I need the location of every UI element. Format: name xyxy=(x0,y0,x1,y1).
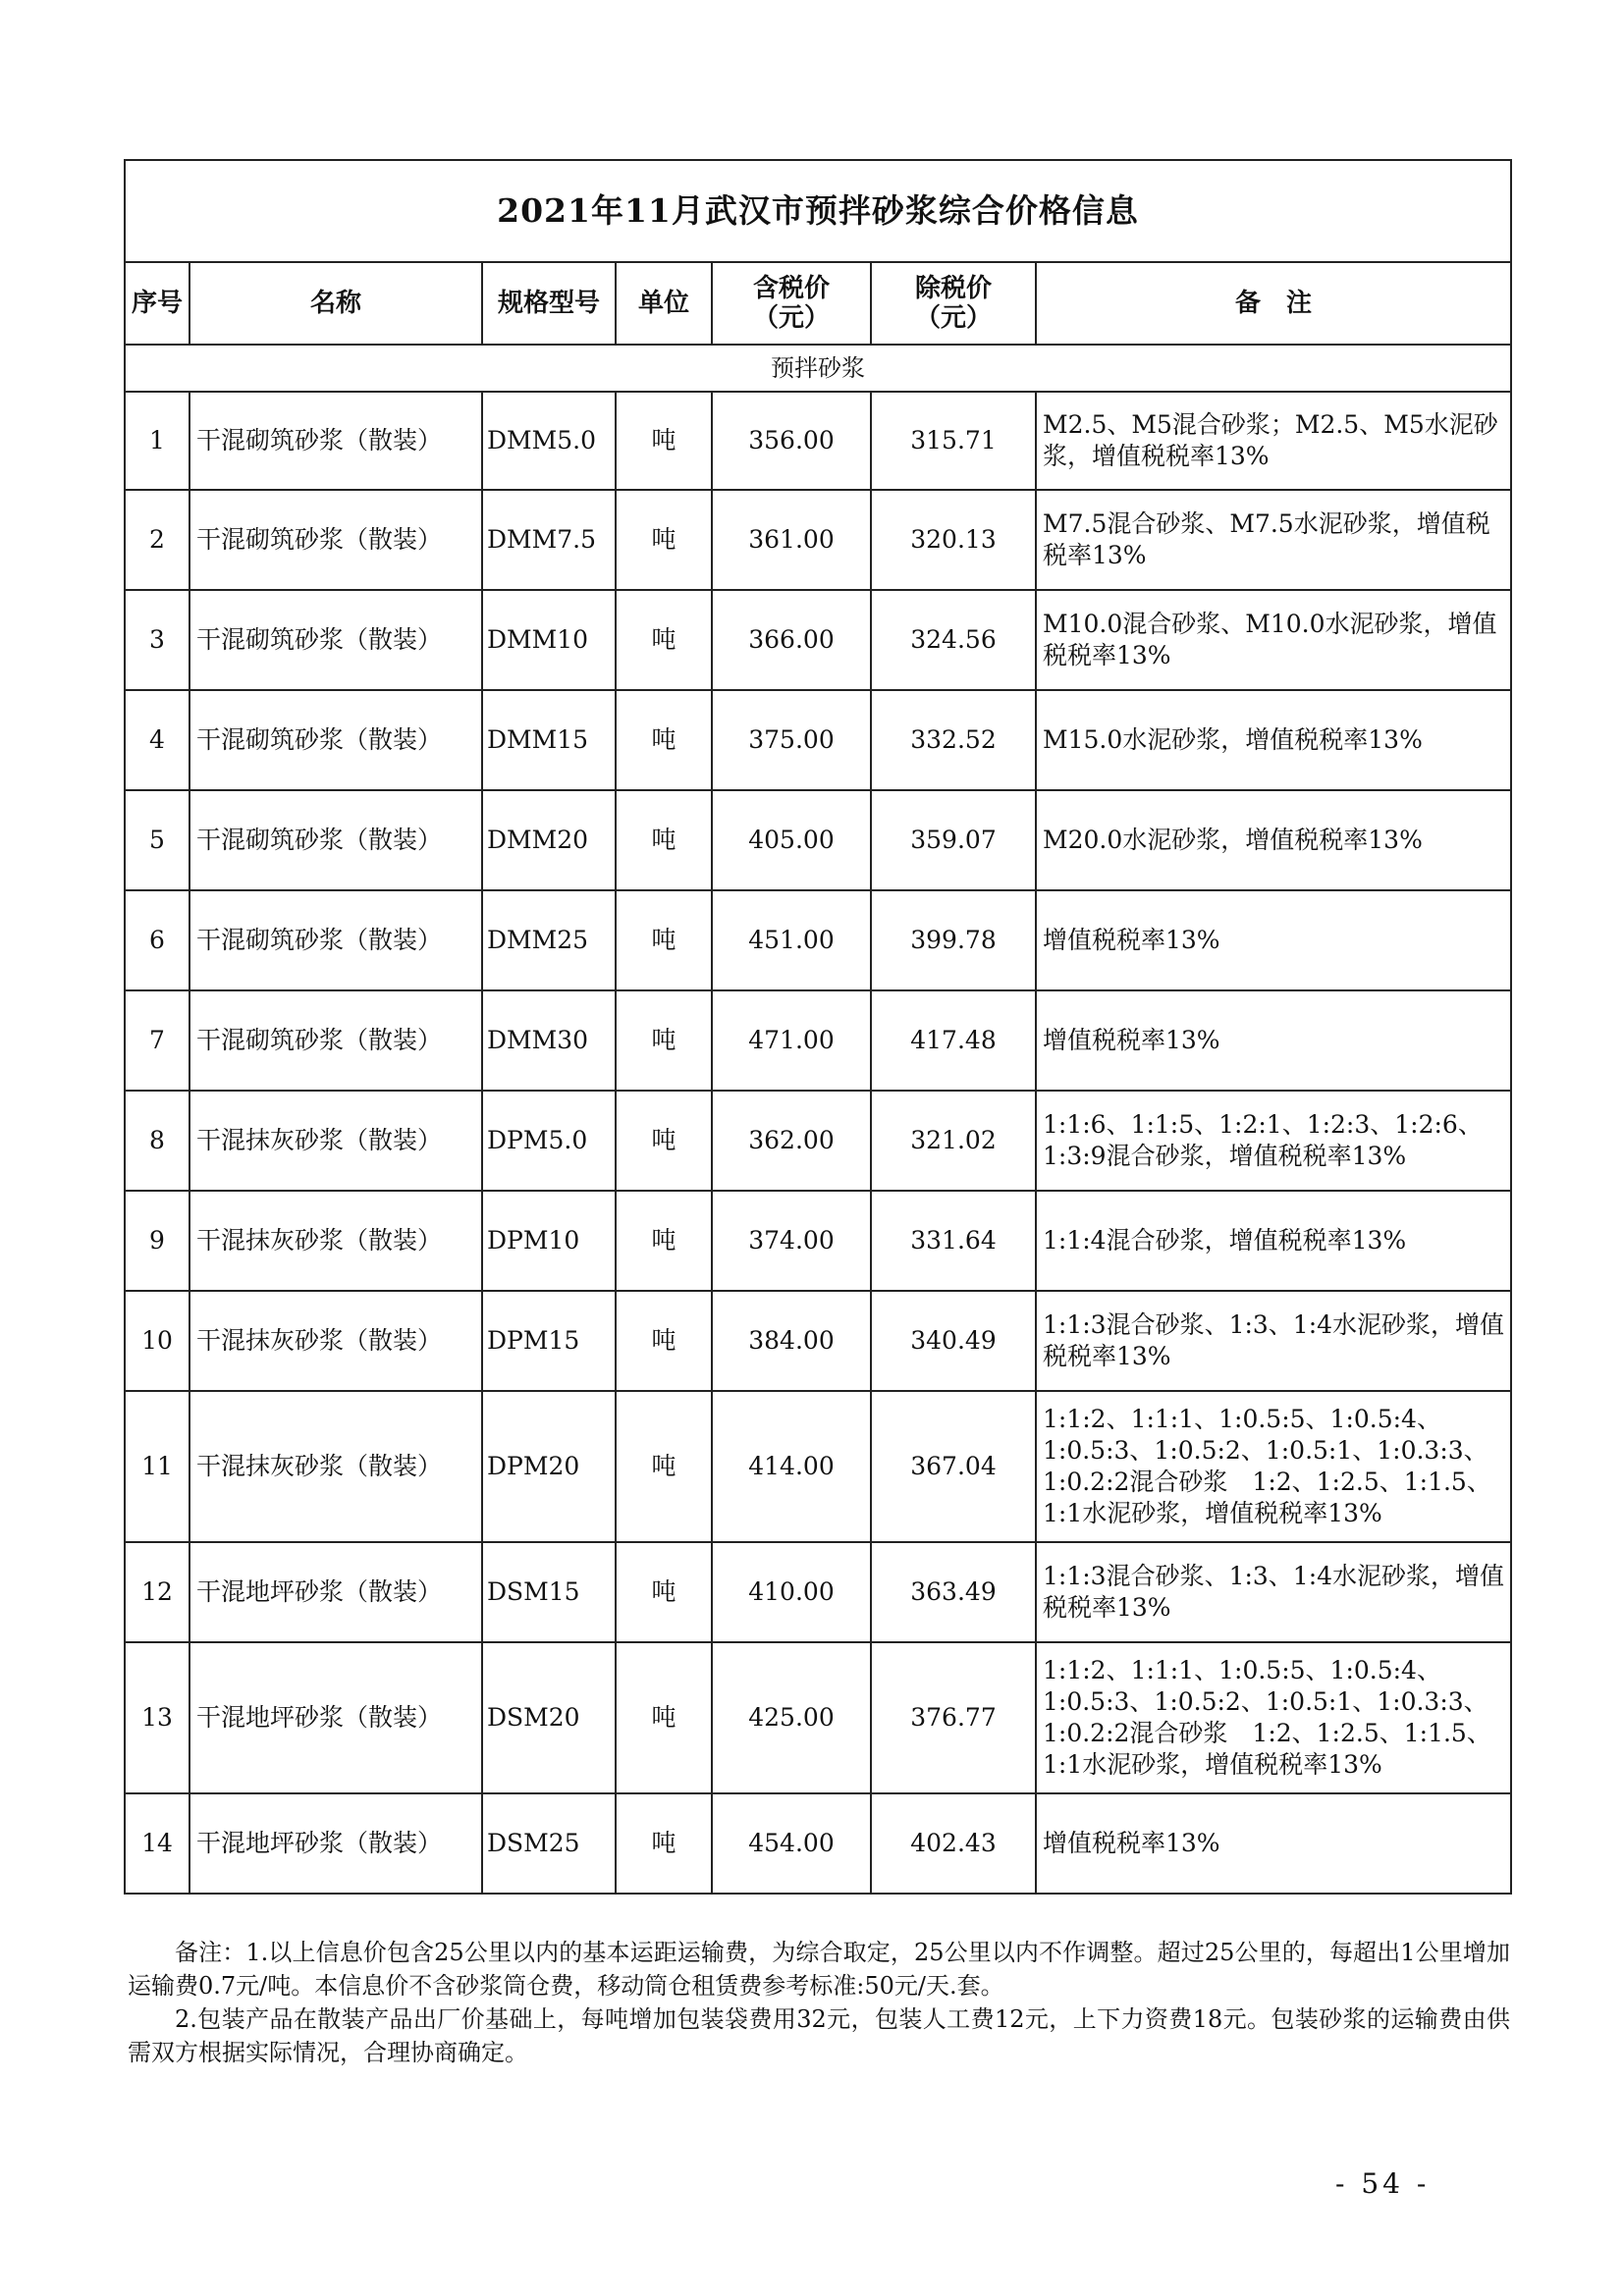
cell-spec: DMM20 xyxy=(482,790,616,890)
cell-price-tax: 384.00 xyxy=(712,1291,871,1391)
cell-price-tax: 366.00 xyxy=(712,590,871,690)
cell-remark: 增值税税率13% xyxy=(1036,890,1511,990)
cell-price-notax: 315.71 xyxy=(871,392,1036,490)
table-row xyxy=(125,1191,1511,1291)
cell-name: 干混砌筑砂浆（散装） xyxy=(189,890,482,990)
cell-name: 干混砌筑砂浆（散装） xyxy=(189,590,482,690)
table-row xyxy=(125,1291,1511,1391)
cell-remark: 1:1:3混合砂浆、1:3、1:4水泥砂浆，增值税税率13% xyxy=(1036,1542,1511,1642)
cell-name: 干混抹灰砂浆（散装） xyxy=(189,1091,482,1191)
cell-seq: 6 xyxy=(125,890,189,990)
cell-seq: 13 xyxy=(125,1642,189,1793)
header-row xyxy=(125,262,1511,345)
table-row xyxy=(125,1091,1511,1191)
cell-remark: M15.0水泥砂浆，增值税税率13% xyxy=(1036,690,1511,790)
cell-spec: DSM25 xyxy=(482,1793,616,1894)
cell-unit: 吨 xyxy=(616,890,712,990)
cell-unit: 吨 xyxy=(616,590,712,690)
cell-unit: 吨 xyxy=(616,1542,712,1642)
cell-seq: 7 xyxy=(125,990,189,1091)
section-row xyxy=(125,345,1511,392)
note-2: 2.包装产品在散装产品出厂价基础上，每吨增加包装袋费用32元，包装人工费12元，上下力资费18元。包装砂浆的运输费由供需双方根据实际情况，合理协商确定。 xyxy=(128,2005,1510,2066)
cell-seq: 12 xyxy=(125,1542,189,1642)
cell-remark: 1:1:4混合砂浆，增值税税率13% xyxy=(1036,1191,1511,1291)
cell-seq: 4 xyxy=(125,690,189,790)
cell-spec: DPM5.0 xyxy=(482,1091,616,1191)
cell-unit: 吨 xyxy=(616,790,712,890)
cell-unit: 吨 xyxy=(616,490,712,590)
cell-spec: DMM5.0 xyxy=(482,392,616,490)
cell-unit: 吨 xyxy=(616,1291,712,1391)
header-remark: 备 注 xyxy=(1036,262,1511,345)
cell-price-tax: 414.00 xyxy=(712,1391,871,1542)
cell-seq: 11 xyxy=(125,1391,189,1542)
cell-price-tax: 425.00 xyxy=(712,1642,871,1793)
cell-remark: 1:1:3混合砂浆、1:3、1:4水泥砂浆，增值税税率13% xyxy=(1036,1291,1511,1391)
cell-price-notax: 402.43 xyxy=(871,1793,1036,1894)
cell-remark: M2.5、M5混合砂浆；M2.5、M5水泥砂浆，增值税税率13% xyxy=(1036,392,1511,490)
cell-price-tax: 362.00 xyxy=(712,1091,871,1191)
header-unit: 单位 xyxy=(616,262,712,345)
cell-price-notax: 320.13 xyxy=(871,490,1036,590)
price-table xyxy=(124,159,1512,1895)
cell-unit: 吨 xyxy=(616,1642,712,1793)
cell-unit: 吨 xyxy=(616,690,712,790)
notes xyxy=(128,1936,1510,2069)
cell-spec: DPM15 xyxy=(482,1291,616,1391)
cell-unit: 吨 xyxy=(616,1191,712,1291)
header-spec: 规格型号 xyxy=(482,262,616,345)
section-label: 预拌砂浆 xyxy=(125,345,1511,392)
cell-spec: DPM20 xyxy=(482,1391,616,1542)
table-row xyxy=(125,690,1511,790)
cell-name: 干混地坪砂浆（散装） xyxy=(189,1642,482,1793)
cell-unit: 吨 xyxy=(616,392,712,490)
table-row xyxy=(125,490,1511,590)
cell-seq: 10 xyxy=(125,1291,189,1391)
table-row xyxy=(125,1542,1511,1642)
cell-name: 干混砌筑砂浆（散装） xyxy=(189,392,482,490)
cell-price-notax: 332.52 xyxy=(871,690,1036,790)
header-price-tax xyxy=(712,262,871,345)
table-row xyxy=(125,790,1511,890)
cell-name: 干混地坪砂浆（散装） xyxy=(189,1542,482,1642)
cell-name: 干混砌筑砂浆（散装） xyxy=(189,490,482,590)
cell-remark: M20.0水泥砂浆，增值税税率13% xyxy=(1036,790,1511,890)
cell-spec: DMM7.5 xyxy=(482,490,616,590)
cell-price-tax: 405.00 xyxy=(712,790,871,890)
cell-remark: 1:1:6、1:1:5、1:2:1、1:2:3、1:2:6、1:3:9混合砂浆，增值税税率13% xyxy=(1036,1091,1511,1191)
cell-seq: 3 xyxy=(125,590,189,690)
title-row xyxy=(125,160,1511,262)
cell-name: 干混抹灰砂浆（散装） xyxy=(189,1291,482,1391)
table-row xyxy=(125,990,1511,1091)
cell-name: 干混抹灰砂浆（散装） xyxy=(189,1391,482,1542)
cell-remark: M7.5混合砂浆、M7.5水泥砂浆，增值税税率13% xyxy=(1036,490,1511,590)
cell-price-tax: 374.00 xyxy=(712,1191,871,1291)
cell-seq: 8 xyxy=(125,1091,189,1191)
cell-unit: 吨 xyxy=(616,990,712,1091)
cell-price-notax: 331.64 xyxy=(871,1191,1036,1291)
cell-price-notax: 376.77 xyxy=(871,1642,1036,1793)
cell-name: 干混砌筑砂浆（散装） xyxy=(189,990,482,1091)
cell-price-notax: 321.02 xyxy=(871,1091,1036,1191)
cell-seq: 14 xyxy=(125,1793,189,1894)
page-number: - 54 - xyxy=(1335,2167,1431,2200)
cell-remark: 增值税税率13% xyxy=(1036,1793,1511,1894)
cell-remark: 1:1:2、1:1:1、1:0.5:5、1:0.5:4、1:0.5:3、1:0.5:2、1:0.5:1、1:0.3:3、1:0.2:2混合砂浆 1:2、1:2.5、1:1.5、1:1水泥砂浆，增值税税率13% xyxy=(1036,1642,1511,1793)
cell-spec: DSM15 xyxy=(482,1542,616,1642)
table-row xyxy=(125,1391,1511,1542)
cell-price-tax: 410.00 xyxy=(712,1542,871,1642)
cell-name: 干混砌筑砂浆（散装） xyxy=(189,690,482,790)
cell-price-tax: 356.00 xyxy=(712,392,871,490)
cell-price-tax: 471.00 xyxy=(712,990,871,1091)
cell-price-notax: 340.49 xyxy=(871,1291,1036,1391)
cell-unit: 吨 xyxy=(616,1091,712,1191)
cell-name: 干混地坪砂浆（散装） xyxy=(189,1793,482,1894)
cell-spec: DMM25 xyxy=(482,890,616,990)
header-price-notax-line2: （元） xyxy=(914,303,992,333)
cell-spec: DMM15 xyxy=(482,690,616,790)
cell-price-tax: 451.00 xyxy=(712,890,871,990)
header-name: 名称 xyxy=(189,262,482,345)
cell-remark: 1:1:2、1:1:1、1:0.5:5、1:0.5:4、1:0.5:3、1:0.5:2、1:0.5:1、1:0.3:3、1:0.2:2混合砂浆 1:2、1:2.5、1:1.5、1:1水泥砂浆，增值税税率13% xyxy=(1036,1391,1511,1542)
cell-seq: 2 xyxy=(125,490,189,590)
cell-seq: 9 xyxy=(125,1191,189,1291)
table-body xyxy=(125,392,1511,1894)
cell-spec: DPM10 xyxy=(482,1191,616,1291)
cell-price-notax: 417.48 xyxy=(871,990,1036,1091)
cell-remark: M10.0混合砂浆、M10.0水泥砂浆，增值税税率13% xyxy=(1036,590,1511,690)
cell-price-notax: 324.56 xyxy=(871,590,1036,690)
cell-price-notax: 367.04 xyxy=(871,1391,1036,1542)
cell-price-notax: 399.78 xyxy=(871,890,1036,990)
table-row xyxy=(125,890,1511,990)
cell-spec: DMM30 xyxy=(482,990,616,1091)
table-row xyxy=(125,1642,1511,1793)
cell-unit: 吨 xyxy=(616,1391,712,1542)
cell-spec: DMM10 xyxy=(482,590,616,690)
header-seq: 序号 xyxy=(125,262,189,345)
cell-seq: 5 xyxy=(125,790,189,890)
cell-price-notax: 363.49 xyxy=(871,1542,1036,1642)
cell-price-tax: 361.00 xyxy=(712,490,871,590)
header-price-notax xyxy=(871,262,1036,345)
cell-unit: 吨 xyxy=(616,1793,712,1894)
header-price-tax-line1: 含税价 xyxy=(752,274,830,303)
cell-name: 干混砌筑砂浆（散装） xyxy=(189,790,482,890)
header-price-tax-line2: （元） xyxy=(752,303,830,333)
table-row xyxy=(125,1793,1511,1894)
cell-price-notax: 359.07 xyxy=(871,790,1036,890)
note-1: 备注：1.以上信息价包含25公里以内的基本运距运输费，为综合取定，25公里以内不作调整。超过25公里的，每超出1公里增加运输费0.7元/吨。本信息价不含砂浆筒仓费，移动筒仓租赁费参考标准:50元/天.套。 xyxy=(128,1939,1511,2000)
header-price-notax-line1: 除税价 xyxy=(914,274,992,303)
cell-name: 干混抹灰砂浆（散装） xyxy=(189,1191,482,1291)
cell-price-tax: 454.00 xyxy=(712,1793,871,1894)
table-row xyxy=(125,590,1511,690)
table-row xyxy=(125,392,1511,490)
cell-remark: 增值税税率13% xyxy=(1036,990,1511,1091)
cell-price-tax: 375.00 xyxy=(712,690,871,790)
table-title: 2021年11月武汉市预拌砂浆综合价格信息 xyxy=(125,160,1511,262)
cell-spec: DSM20 xyxy=(482,1642,616,1793)
cell-seq: 1 xyxy=(125,392,189,490)
